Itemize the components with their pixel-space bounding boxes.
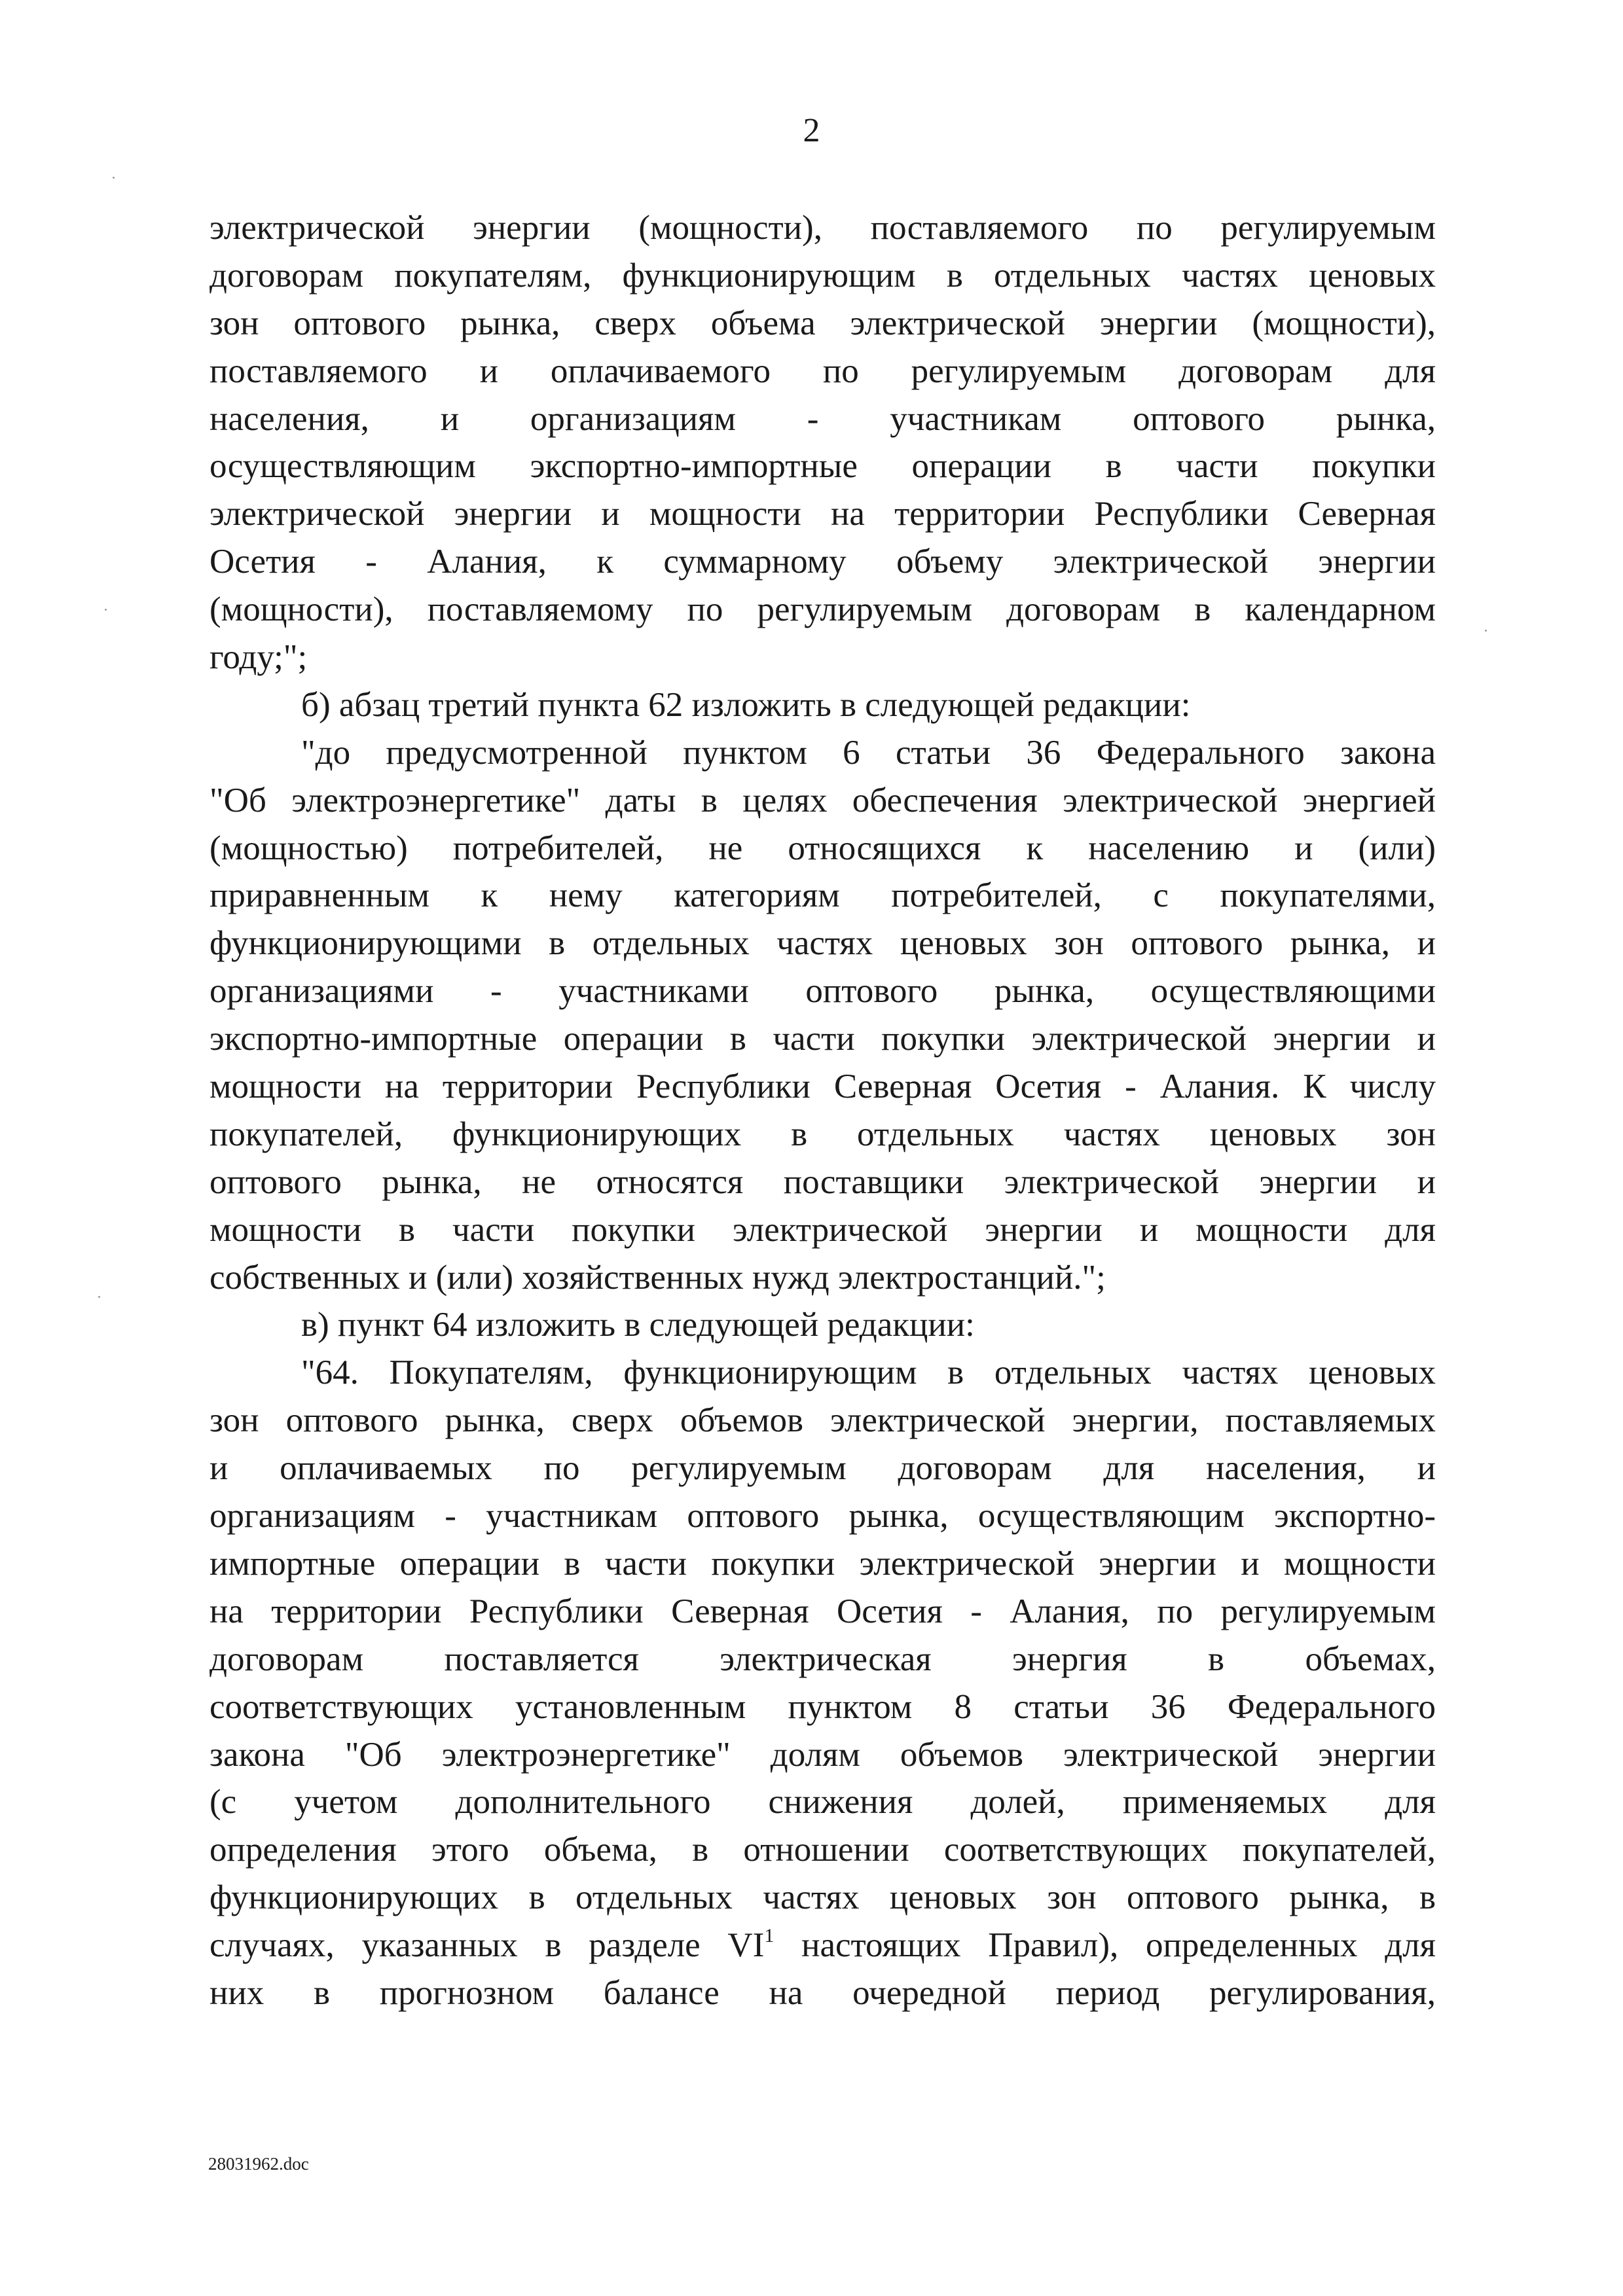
text-line-with-superscript — [210, 1922, 1436, 1969]
text-line: договорам поставляется электрическая энергия в объемах, — [210, 1640, 1436, 1678]
text-line: зон оптового рынка, сверх объемов электрической энергии, поставляемых — [210, 1401, 1436, 1440]
text-line: "Об электроэнергетике" даты в целях обеспечения электрической энергией — [210, 781, 1436, 819]
text-line: оптового рынка, не относятся поставщики электрической энергии и — [210, 1162, 1436, 1201]
text-line: экспортно-импортные операции в части покупки электрической энергии и — [210, 1020, 1436, 1058]
page-number: 2 — [803, 112, 820, 149]
scan-speck — [105, 609, 107, 611]
text-line: собственных и (или) хозяйственных нужд электростанций."; — [210, 1258, 1106, 1297]
paragraph-b-heading: б) абзац третий пункта 62 изложить в следующей редакции: — [301, 685, 1191, 724]
text-line: приравненным к нему категориям потребителей, с покупателями, — [210, 876, 1436, 915]
scan-speck — [113, 177, 115, 179]
footer-file-name: 28031962.doc — [208, 2154, 309, 2174]
text-line: импортные операции в части покупки электрической энергии и мощности — [210, 1544, 1436, 1583]
text-line: покупателей, функционирующих в отдельных частях ценовых зон — [210, 1115, 1436, 1153]
text-line: мощности на территории Республики Северная Осетия - Алания. К числу — [210, 1067, 1436, 1106]
text-line: поставляемого и оплачиваемого по регулируемым договорам для — [210, 351, 1436, 390]
text-line: мощности в части покупки электрической энергии и мощности для — [210, 1210, 1436, 1249]
scan-speck — [1485, 630, 1487, 632]
text-line: на территории Республики Северная Осетия - Алания, по регулируемым — [210, 1592, 1436, 1630]
text-line: (мощностью) потребителей, не относящихся к населению и (или) — [210, 829, 1436, 867]
text-line: "до предусмотренной пунктом 6 статьи 36 Федерального закона — [301, 733, 1436, 772]
text-line: соответствующих установленным пунктом 8 статьи 36 Федерального — [210, 1687, 1436, 1726]
text-line: году;"; — [210, 638, 308, 677]
text-line: закона "Об электроэнергетике" долям объемов электрической энергии — [210, 1735, 1436, 1774]
text-line: договорам покупателям, функционирующим в отдельных частях ценовых — [210, 256, 1436, 295]
text-line: (мощности), поставляемому по регулируемым договорам в календарном — [210, 590, 1436, 629]
text-line: функционирующих в отдельных частях ценовых зон оптового рынка, в — [210, 1878, 1436, 1917]
document-body — [210, 204, 1436, 2017]
paragraph-v-heading: в) пункт 64 изложить в следующей редакции: — [301, 1306, 975, 1344]
text-line: них в прогнозном балансе на очередной период регулирования, — [210, 1973, 1436, 2012]
text-line: и оплачиваемых по регулируемым договорам для населения, и — [210, 1449, 1436, 1488]
text-line: (с учетом дополнительного снижения долей, применяемых для — [210, 1783, 1436, 1821]
text-line: "64. Покупателям, функционирующим в отдельных частях ценовых — [301, 1354, 1436, 1392]
line-part-after: настоящих Правил), определенных для — [774, 1926, 1436, 1965]
text-line: электрической энергии и мощности на территории Республики Северная — [210, 495, 1436, 533]
text-line: Осетия - Алания, к суммарному объему электрической энергии — [210, 543, 1436, 581]
text-line: осуществляющим экспортно-импортные операции в части покупки — [210, 447, 1436, 486]
superscript: 1 — [764, 1925, 775, 1947]
text-line: электрической энергии (мощности), поставляемого по регулируемым — [210, 209, 1436, 247]
text-line: населения, и организациям - участникам оптового рынка, — [210, 399, 1436, 438]
text-line: зон оптового рынка, сверх объема электрической энергии (мощности), — [210, 304, 1436, 342]
text-line: организациями - участниками оптового рынка, осуществляющими — [210, 972, 1436, 1011]
text-line: организациям - участникам оптового рынка, осуществляющим экспортно- — [210, 1497, 1436, 1535]
text-line: определения этого объема, в отношении соответствующих покупателей, — [210, 1831, 1436, 1869]
line-part-before: случаях, указанных в разделе VI — [210, 1926, 765, 1965]
text-line: функционирующими в отдельных частях ценовых зон оптового рынка, и — [210, 924, 1436, 963]
scan-speck — [98, 1296, 100, 1298]
